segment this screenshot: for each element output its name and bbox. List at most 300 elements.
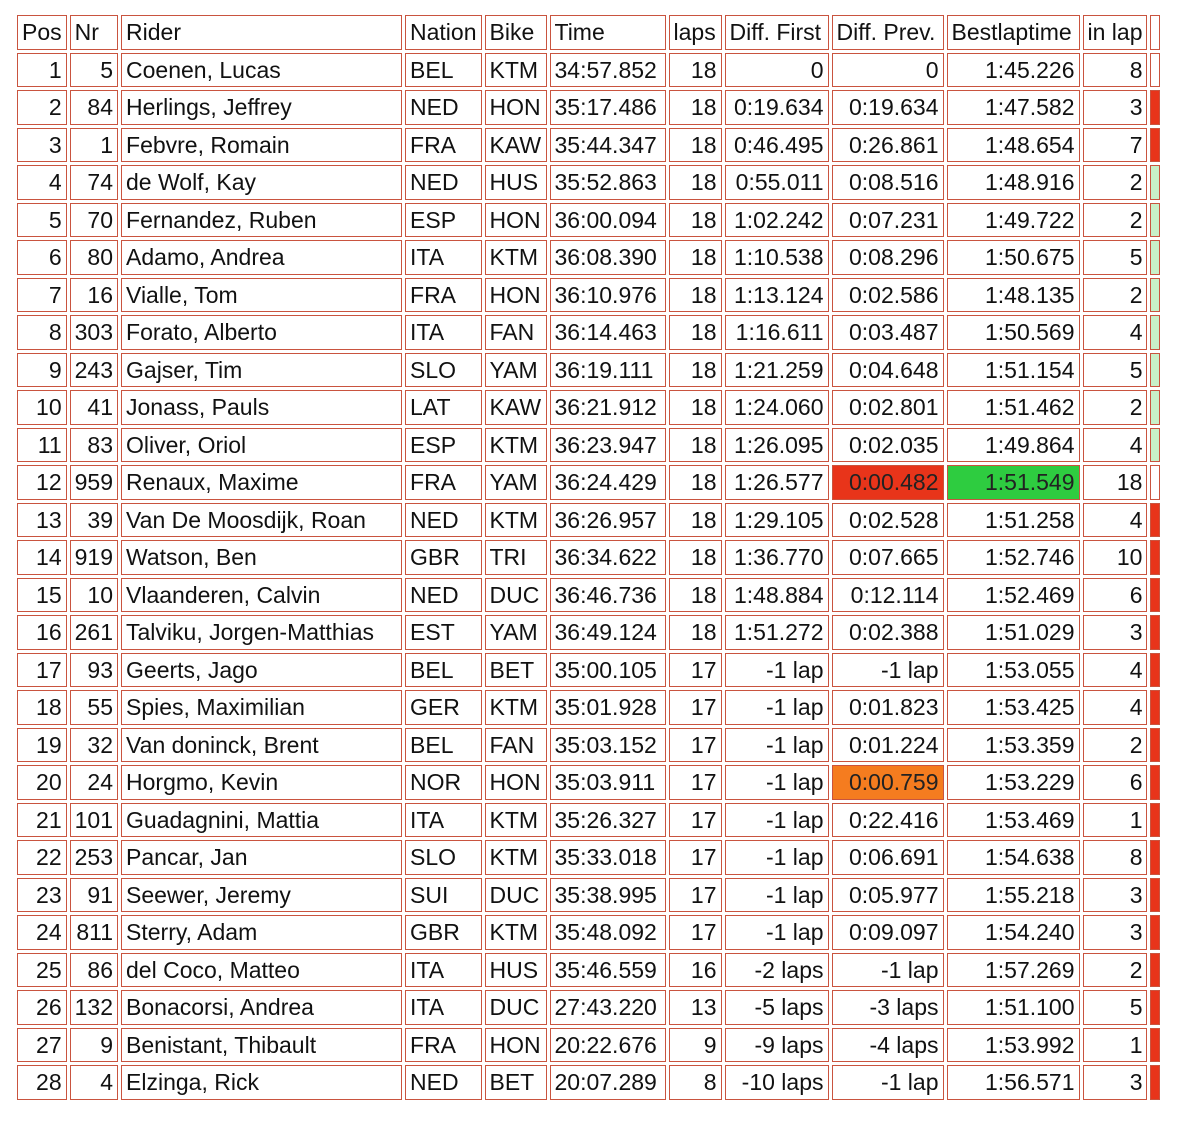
cell-diff-first: -10 laps bbox=[725, 1065, 829, 1100]
cell-diff-first: 0 bbox=[725, 53, 829, 88]
cell-in-lap: 8 bbox=[1083, 840, 1148, 875]
cell-diff-prev: 0:05.977 bbox=[832, 878, 944, 913]
cell-diff-prev: 0:07.665 bbox=[832, 540, 944, 575]
cell-bestlaptime: 1:54.240 bbox=[947, 915, 1080, 950]
cell-bike: KTM bbox=[485, 240, 547, 275]
cell-rider: Elzinga, Rick bbox=[121, 1065, 402, 1100]
status-strip bbox=[1150, 90, 1160, 125]
table-row bbox=[17, 128, 1160, 163]
cell-pos: 20 bbox=[17, 765, 67, 800]
cell-nation: SLO bbox=[405, 840, 481, 875]
cell-nr: 91 bbox=[70, 878, 118, 913]
cell-laps: 17 bbox=[669, 840, 722, 875]
status-strip bbox=[1150, 915, 1160, 950]
cell-bestlaptime: 1:49.864 bbox=[947, 428, 1080, 463]
cell-bike: DUC bbox=[485, 990, 547, 1025]
status-strip bbox=[1150, 278, 1160, 313]
cell-bike: YAM bbox=[485, 615, 547, 650]
cell-nation: SLO bbox=[405, 353, 481, 388]
cell-laps: 8 bbox=[669, 1065, 722, 1100]
cell-nation: GBR bbox=[405, 915, 481, 950]
cell-rider: Spies, Maximilian bbox=[121, 690, 402, 725]
cell-nr: 5 bbox=[70, 53, 118, 88]
cell-laps: 18 bbox=[669, 540, 722, 575]
cell-laps: 17 bbox=[669, 653, 722, 688]
table-row bbox=[17, 240, 1160, 275]
cell-nr: 243 bbox=[70, 353, 118, 388]
table-row bbox=[17, 90, 1160, 125]
cell-nation: NOR bbox=[405, 765, 481, 800]
cell-rider: Adamo, Andrea bbox=[121, 240, 402, 275]
cell-nation: NED bbox=[405, 503, 481, 538]
cell-bike: HON bbox=[485, 1028, 547, 1063]
cell-rider: Guadagnini, Mattia bbox=[121, 803, 402, 838]
cell-in-lap: 4 bbox=[1083, 690, 1148, 725]
cell-bike: TRI bbox=[485, 540, 547, 575]
cell-bike: YAM bbox=[485, 465, 547, 500]
cell-rider: Vialle, Tom bbox=[121, 278, 402, 313]
cell-nr: 24 bbox=[70, 765, 118, 800]
cell-rider: Sterry, Adam bbox=[121, 915, 402, 950]
cell-laps: 18 bbox=[669, 53, 722, 88]
cell-laps: 16 bbox=[669, 953, 722, 988]
cell-time: 35:52.863 bbox=[550, 165, 666, 200]
cell-rider: Oliver, Oriol bbox=[121, 428, 402, 463]
cell-time: 34:57.852 bbox=[550, 53, 666, 88]
header-laps: laps bbox=[669, 15, 722, 50]
cell-in-lap: 5 bbox=[1083, 990, 1148, 1025]
cell-bestlaptime: 1:53.359 bbox=[947, 728, 1080, 763]
status-strip bbox=[1150, 690, 1160, 725]
cell-diff-prev: 0:06.691 bbox=[832, 840, 944, 875]
cell-diff-first: -1 lap bbox=[725, 915, 829, 950]
cell-in-lap: 3 bbox=[1083, 615, 1148, 650]
status-strip bbox=[1150, 540, 1160, 575]
cell-bestlaptime: 1:50.675 bbox=[947, 240, 1080, 275]
table-row bbox=[17, 803, 1160, 838]
cell-rider: Renaux, Maxime bbox=[121, 465, 402, 500]
cell-diff-first: -1 lap bbox=[725, 840, 829, 875]
cell-nr: 253 bbox=[70, 840, 118, 875]
table-row bbox=[17, 878, 1160, 913]
cell-bestlaptime: 1:51.154 bbox=[947, 353, 1080, 388]
status-strip bbox=[1150, 878, 1160, 913]
cell-time: 35:26.327 bbox=[550, 803, 666, 838]
table-row bbox=[17, 653, 1160, 688]
header-nr: Nr bbox=[70, 15, 118, 50]
cell-in-lap: 4 bbox=[1083, 428, 1148, 463]
cell-pos: 23 bbox=[17, 878, 67, 913]
cell-nation: EST bbox=[405, 615, 481, 650]
cell-bike: BET bbox=[485, 1065, 547, 1100]
cell-diff-first: 1:48.884 bbox=[725, 578, 829, 613]
cell-bike: KTM bbox=[485, 803, 547, 838]
status-strip bbox=[1150, 203, 1160, 238]
table-row bbox=[17, 353, 1160, 388]
cell-diff-first: -1 lap bbox=[725, 728, 829, 763]
cell-pos: 6 bbox=[17, 240, 67, 275]
cell-nation: GBR bbox=[405, 540, 481, 575]
cell-in-lap: 5 bbox=[1083, 240, 1148, 275]
cell-nation: BEL bbox=[405, 53, 481, 88]
cell-nr: 74 bbox=[70, 165, 118, 200]
header-diff-prev: Diff. Prev. bbox=[832, 15, 944, 50]
cell-bestlaptime: 1:51.258 bbox=[947, 503, 1080, 538]
cell-pos: 28 bbox=[17, 1065, 67, 1100]
table-row bbox=[17, 203, 1160, 238]
cell-pos: 5 bbox=[17, 203, 67, 238]
table-row bbox=[17, 503, 1160, 538]
cell-diff-prev: 0:00.482 bbox=[832, 465, 944, 500]
cell-nr: 70 bbox=[70, 203, 118, 238]
cell-bike: HON bbox=[485, 278, 547, 313]
cell-diff-first: 1:26.095 bbox=[725, 428, 829, 463]
table-row bbox=[17, 953, 1160, 988]
cell-in-lap: 3 bbox=[1083, 915, 1148, 950]
cell-nation: NED bbox=[405, 165, 481, 200]
status-strip bbox=[1150, 728, 1160, 763]
cell-nr: 39 bbox=[70, 503, 118, 538]
header-diff-first: Diff. First bbox=[725, 15, 829, 50]
cell-time: 27:43.220 bbox=[550, 990, 666, 1025]
cell-laps: 13 bbox=[669, 990, 722, 1025]
cell-laps: 18 bbox=[669, 428, 722, 463]
cell-diff-first: 1:21.259 bbox=[725, 353, 829, 388]
cell-bike: HUS bbox=[485, 165, 547, 200]
cell-rider: Gajser, Tim bbox=[121, 353, 402, 388]
cell-rider: Herlings, Jeffrey bbox=[121, 90, 402, 125]
cell-nr: 261 bbox=[70, 615, 118, 650]
cell-diff-prev: 0:01.823 bbox=[832, 690, 944, 725]
cell-nr: 303 bbox=[70, 315, 118, 350]
cell-nr: 132 bbox=[70, 990, 118, 1025]
cell-bestlaptime: 1:51.462 bbox=[947, 390, 1080, 425]
header-rider: Rider bbox=[121, 15, 402, 50]
table-row bbox=[17, 1028, 1160, 1063]
cell-rider: Febvre, Romain bbox=[121, 128, 402, 163]
status-strip bbox=[1150, 315, 1160, 350]
cell-bike: KTM bbox=[485, 915, 547, 950]
cell-rider: Seewer, Jeremy bbox=[121, 878, 402, 913]
cell-pos: 18 bbox=[17, 690, 67, 725]
cell-pos: 10 bbox=[17, 390, 67, 425]
cell-nr: 16 bbox=[70, 278, 118, 313]
cell-nation: NED bbox=[405, 1065, 481, 1100]
cell-rider: Bonacorsi, Andrea bbox=[121, 990, 402, 1025]
cell-nation: ITA bbox=[405, 990, 481, 1025]
cell-nr: 80 bbox=[70, 240, 118, 275]
cell-diff-first: 1:24.060 bbox=[725, 390, 829, 425]
cell-nation: NED bbox=[405, 578, 481, 613]
status-strip bbox=[1150, 1065, 1160, 1100]
cell-rider: Jonass, Pauls bbox=[121, 390, 402, 425]
cell-in-lap: 1 bbox=[1083, 1028, 1148, 1063]
cell-bike: KTM bbox=[485, 503, 547, 538]
cell-laps: 18 bbox=[669, 203, 722, 238]
cell-laps: 18 bbox=[669, 278, 722, 313]
cell-bestlaptime: 1:53.469 bbox=[947, 803, 1080, 838]
cell-laps: 17 bbox=[669, 915, 722, 950]
cell-laps: 17 bbox=[669, 878, 722, 913]
cell-bestlaptime: 1:48.916 bbox=[947, 165, 1080, 200]
cell-in-lap: 4 bbox=[1083, 653, 1148, 688]
cell-diff-prev: 0:02.801 bbox=[832, 390, 944, 425]
cell-diff-first: 1:13.124 bbox=[725, 278, 829, 313]
status-strip bbox=[1150, 615, 1160, 650]
cell-nation: ESP bbox=[405, 203, 481, 238]
table-row bbox=[17, 53, 1160, 88]
table-row bbox=[17, 615, 1160, 650]
cell-in-lap: 7 bbox=[1083, 128, 1148, 163]
cell-diff-first: 0:55.011 bbox=[725, 165, 829, 200]
cell-time: 35:33.018 bbox=[550, 840, 666, 875]
cell-nation: ESP bbox=[405, 428, 481, 463]
cell-in-lap: 2 bbox=[1083, 203, 1148, 238]
cell-nation: ITA bbox=[405, 315, 481, 350]
cell-time: 36:19.111 bbox=[550, 353, 666, 388]
cell-pos: 8 bbox=[17, 315, 67, 350]
cell-diff-first: 1:16.611 bbox=[725, 315, 829, 350]
cell-diff-first: 1:26.577 bbox=[725, 465, 829, 500]
cell-time: 20:22.676 bbox=[550, 1028, 666, 1063]
cell-nr: 55 bbox=[70, 690, 118, 725]
cell-diff-prev: 0:08.516 bbox=[832, 165, 944, 200]
table-row bbox=[17, 728, 1160, 763]
cell-bestlaptime: 1:53.992 bbox=[947, 1028, 1080, 1063]
cell-in-lap: 2 bbox=[1083, 390, 1148, 425]
cell-nr: 919 bbox=[70, 540, 118, 575]
cell-nr: 32 bbox=[70, 728, 118, 763]
cell-diff-prev: 0:02.586 bbox=[832, 278, 944, 313]
cell-time: 36:21.912 bbox=[550, 390, 666, 425]
cell-bestlaptime: 1:45.226 bbox=[947, 53, 1080, 88]
cell-in-lap: 18 bbox=[1083, 465, 1148, 500]
cell-diff-prev: 0:07.231 bbox=[832, 203, 944, 238]
cell-pos: 15 bbox=[17, 578, 67, 613]
header-bestlaptime: Bestlaptime bbox=[947, 15, 1080, 50]
cell-nation: ITA bbox=[405, 953, 481, 988]
cell-pos: 16 bbox=[17, 615, 67, 650]
cell-diff-prev: -1 lap bbox=[832, 653, 944, 688]
cell-bestlaptime: 1:51.029 bbox=[947, 615, 1080, 650]
cell-time: 36:24.429 bbox=[550, 465, 666, 500]
cell-bestlaptime: 1:53.055 bbox=[947, 653, 1080, 688]
cell-nation: BEL bbox=[405, 728, 481, 763]
cell-diff-prev: 0:04.648 bbox=[832, 353, 944, 388]
cell-bestlaptime: 1:52.469 bbox=[947, 578, 1080, 613]
cell-rider: Benistant, Thibault bbox=[121, 1028, 402, 1063]
cell-rider: Coenen, Lucas bbox=[121, 53, 402, 88]
cell-bike: FAN bbox=[485, 315, 547, 350]
cell-time: 36:14.463 bbox=[550, 315, 666, 350]
cell-bike: BET bbox=[485, 653, 547, 688]
table-row bbox=[17, 278, 1160, 313]
table-row bbox=[17, 915, 1160, 950]
cell-diff-prev: 0:02.035 bbox=[832, 428, 944, 463]
cell-pos: 3 bbox=[17, 128, 67, 163]
cell-diff-prev: 0:19.634 bbox=[832, 90, 944, 125]
cell-diff-prev: 0:00.759 bbox=[832, 765, 944, 800]
cell-nation: FRA bbox=[405, 1028, 481, 1063]
cell-nation: FRA bbox=[405, 465, 481, 500]
cell-pos: 17 bbox=[17, 653, 67, 688]
cell-diff-first: 1:51.272 bbox=[725, 615, 829, 650]
cell-time: 35:44.347 bbox=[550, 128, 666, 163]
cell-diff-prev: -1 lap bbox=[832, 953, 944, 988]
cell-laps: 18 bbox=[669, 578, 722, 613]
cell-nr: 93 bbox=[70, 653, 118, 688]
cell-bike: HON bbox=[485, 90, 547, 125]
cell-pos: 12 bbox=[17, 465, 67, 500]
header-extra bbox=[1150, 15, 1160, 50]
cell-bike: HUS bbox=[485, 953, 547, 988]
cell-time: 35:00.105 bbox=[550, 653, 666, 688]
cell-diff-prev: 0:08.296 bbox=[832, 240, 944, 275]
cell-in-lap: 3 bbox=[1083, 90, 1148, 125]
cell-diff-prev: 0:26.861 bbox=[832, 128, 944, 163]
cell-bestlaptime: 1:56.571 bbox=[947, 1065, 1080, 1100]
cell-laps: 17 bbox=[669, 803, 722, 838]
status-strip bbox=[1150, 990, 1160, 1025]
results-table bbox=[14, 12, 1163, 1103]
cell-rider: Talviku, Jorgen-Matthias bbox=[121, 615, 402, 650]
cell-in-lap: 3 bbox=[1083, 878, 1148, 913]
cell-bike: KTM bbox=[485, 690, 547, 725]
cell-laps: 18 bbox=[669, 90, 722, 125]
status-strip bbox=[1150, 240, 1160, 275]
cell-diff-first: -1 lap bbox=[725, 803, 829, 838]
cell-time: 36:46.736 bbox=[550, 578, 666, 613]
cell-pos: 27 bbox=[17, 1028, 67, 1063]
cell-in-lap: 8 bbox=[1083, 53, 1148, 88]
cell-time: 36:10.976 bbox=[550, 278, 666, 313]
table-row bbox=[17, 465, 1160, 500]
cell-nr: 86 bbox=[70, 953, 118, 988]
cell-nr: 41 bbox=[70, 390, 118, 425]
table-row bbox=[17, 165, 1160, 200]
cell-bike: KTM bbox=[485, 428, 547, 463]
cell-diff-first: -9 laps bbox=[725, 1028, 829, 1063]
cell-nation: FRA bbox=[405, 278, 481, 313]
cell-nr: 1 bbox=[70, 128, 118, 163]
cell-diff-first: -5 laps bbox=[725, 990, 829, 1025]
cell-diff-first: 1:29.105 bbox=[725, 503, 829, 538]
cell-rider: de Wolf, Kay bbox=[121, 165, 402, 200]
cell-in-lap: 6 bbox=[1083, 578, 1148, 613]
table-row bbox=[17, 990, 1160, 1025]
status-strip bbox=[1150, 465, 1160, 500]
cell-bestlaptime: 1:57.269 bbox=[947, 953, 1080, 988]
cell-time: 35:03.152 bbox=[550, 728, 666, 763]
cell-diff-first: 1:36.770 bbox=[725, 540, 829, 575]
table-row bbox=[17, 428, 1160, 463]
cell-in-lap: 2 bbox=[1083, 278, 1148, 313]
status-strip bbox=[1150, 578, 1160, 613]
status-strip bbox=[1150, 765, 1160, 800]
cell-time: 35:03.911 bbox=[550, 765, 666, 800]
cell-diff-first: -2 laps bbox=[725, 953, 829, 988]
cell-diff-first: -1 lap bbox=[725, 765, 829, 800]
cell-pos: 9 bbox=[17, 353, 67, 388]
cell-laps: 18 bbox=[669, 240, 722, 275]
status-strip bbox=[1150, 390, 1160, 425]
cell-rider: Forato, Alberto bbox=[121, 315, 402, 350]
cell-nation: LAT bbox=[405, 390, 481, 425]
cell-time: 20:07.289 bbox=[550, 1065, 666, 1100]
cell-time: 36:49.124 bbox=[550, 615, 666, 650]
cell-laps: 18 bbox=[669, 128, 722, 163]
cell-bestlaptime: 1:55.218 bbox=[947, 878, 1080, 913]
header-nation: Nation bbox=[405, 15, 481, 50]
status-strip bbox=[1150, 840, 1160, 875]
cell-bike: DUC bbox=[485, 578, 547, 613]
cell-in-lap: 1 bbox=[1083, 803, 1148, 838]
cell-nr: 9 bbox=[70, 1028, 118, 1063]
cell-time: 36:34.622 bbox=[550, 540, 666, 575]
cell-pos: 14 bbox=[17, 540, 67, 575]
cell-diff-prev: 0:02.388 bbox=[832, 615, 944, 650]
cell-diff-prev: 0:12.114 bbox=[832, 578, 944, 613]
table-row bbox=[17, 840, 1160, 875]
table-row bbox=[17, 390, 1160, 425]
cell-nation: ITA bbox=[405, 240, 481, 275]
cell-nation: BEL bbox=[405, 653, 481, 688]
cell-pos: 7 bbox=[17, 278, 67, 313]
cell-diff-first: -1 lap bbox=[725, 690, 829, 725]
cell-diff-prev: -3 laps bbox=[832, 990, 944, 1025]
cell-pos: 1 bbox=[17, 53, 67, 88]
cell-time: 35:38.995 bbox=[550, 878, 666, 913]
cell-nation: NED bbox=[405, 90, 481, 125]
cell-bestlaptime: 1:51.549 bbox=[947, 465, 1080, 500]
cell-time: 36:26.957 bbox=[550, 503, 666, 538]
cell-pos: 24 bbox=[17, 915, 67, 950]
cell-bestlaptime: 1:49.722 bbox=[947, 203, 1080, 238]
cell-nr: 10 bbox=[70, 578, 118, 613]
cell-bestlaptime: 1:52.746 bbox=[947, 540, 1080, 575]
cell-time: 35:48.092 bbox=[550, 915, 666, 950]
cell-laps: 9 bbox=[669, 1028, 722, 1063]
cell-bike: HON bbox=[485, 765, 547, 800]
cell-rider: Horgmo, Kevin bbox=[121, 765, 402, 800]
cell-laps: 18 bbox=[669, 390, 722, 425]
header-bike: Bike bbox=[485, 15, 547, 50]
cell-rider: Vlaanderen, Calvin bbox=[121, 578, 402, 613]
cell-bike: DUC bbox=[485, 878, 547, 913]
cell-nr: 84 bbox=[70, 90, 118, 125]
cell-diff-first: 1:10.538 bbox=[725, 240, 829, 275]
cell-diff-prev: 0:02.528 bbox=[832, 503, 944, 538]
cell-rider: Van De Moosdijk, Roan bbox=[121, 503, 402, 538]
cell-bike: KAW bbox=[485, 128, 547, 163]
status-strip bbox=[1150, 353, 1160, 388]
cell-pos: 19 bbox=[17, 728, 67, 763]
status-strip bbox=[1150, 953, 1160, 988]
header-pos: Pos bbox=[17, 15, 67, 50]
cell-bestlaptime: 1:48.135 bbox=[947, 278, 1080, 313]
cell-pos: 11 bbox=[17, 428, 67, 463]
cell-rider: Pancar, Jan bbox=[121, 840, 402, 875]
table-row bbox=[17, 1065, 1160, 1100]
cell-rider: del Coco, Matteo bbox=[121, 953, 402, 988]
status-strip bbox=[1150, 428, 1160, 463]
cell-bestlaptime: 1:53.229 bbox=[947, 765, 1080, 800]
cell-nation: SUI bbox=[405, 878, 481, 913]
cell-diff-prev: 0:03.487 bbox=[832, 315, 944, 350]
cell-time: 36:23.947 bbox=[550, 428, 666, 463]
cell-time: 36:08.390 bbox=[550, 240, 666, 275]
cell-pos: 2 bbox=[17, 90, 67, 125]
